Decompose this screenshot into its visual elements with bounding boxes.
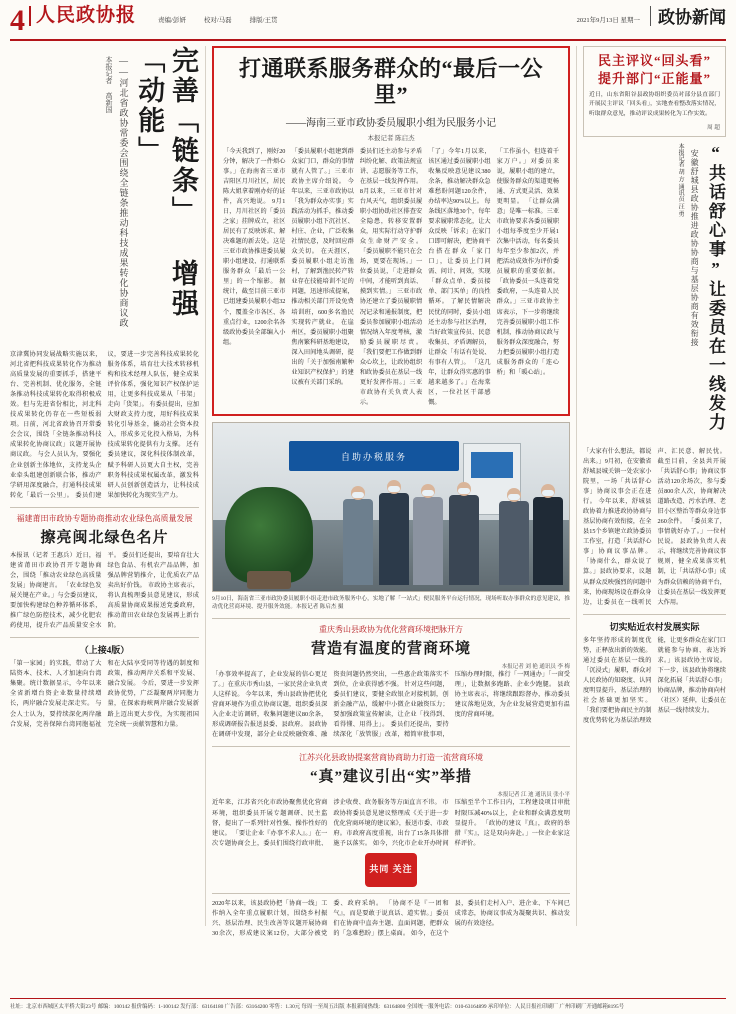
left-headline-block <box>10 46 199 346</box>
divider <box>10 507 199 508</box>
left-sub-title: 擦亮闽北绿色名片 <box>40 529 169 546</box>
mid3-byline: 本报记者 江 迪 通讯员 张小平 <box>497 792 570 799</box>
right-box-democratic-review <box>583 46 726 137</box>
paper-title: 人民政协报 <box>29 6 136 26</box>
photo-caption: 9月10日，海南省三亚市政协委员履职小组走进市政务服务中心，实地了解「一站式」便民服务平台运行情况，现场听取办事群众的意见建议，推动优化营商环境、提升服务效能。本报记者 陈启杰 摄 <box>212 596 570 611</box>
feature-article <box>212 46 570 416</box>
left-bottom-title: （上接4版） <box>79 645 130 656</box>
photo-person <box>343 499 373 585</box>
left-column <box>10 46 206 926</box>
feature-col-3: 委员们还主动参与矛盾纠纷化解、政策法规宣讲、志愿服务等工作，在基层一线发挥作用。 8月以来，三亚市针对台风天气，组织委员履职小组协助社区排查安全隐患，转移安置群众，用实际行动守护群众生命财产安全。 「委员履职不能只在会场，更要在现场。」一位委员说，「走进群众中间，才能听到真话、摸到实情。」 三亚市政协还建立了委员履职情况记录和通报制度，把委员参加履职小组活动情况纳入年度考核，激励委员履职尽责。 「我们要把工作做到群众心坎上，让政协组织和政协委员在基层一线更好发挥作用。」三亚市政协有关负责人表示。 <box>359 147 423 406</box>
feature-col-2: 「委员履职小组建到群众家门口，群众的事情就有人管了。」三亚市政协主席介绍说。 今年以来，三亚市政协以「我为群众办实事」实践活动为抓手，推动委员履职小组下沉社区、村庄、企业，广泛收集社情民意，及时回应群众关切。 在天涯区，委员履职小组走访渔村，了解到渔民转产转业存在技能培训不足的问题，迅速形成提案，推动相关部门开设免费培训班，600多名渔民实现转产就业。 在崖州区，委员履职小组聚焦南繁科研基地建设，深入田间地头调研，提出的「关于加强南繁种业知识产权保护」的建议被有关部门采纳。 <box>291 147 354 386</box>
feature-subtitle: ——海南三亚市政协委员履职小组为民服务小记 <box>286 117 496 129</box>
right-box1-byline: 周 超 <box>706 124 720 131</box>
divider-5 <box>212 893 570 894</box>
mid2-byline: 本报记者 刘 艳 通讯员 李 梅 <box>501 663 570 670</box>
right-box2-title: “共话舒心事”让委员在一线发力 <box>706 142 725 432</box>
photo-person <box>379 493 409 585</box>
masthead-meta-editor: 责编/彭妍 <box>158 17 186 24</box>
left-bottom-body: 「第一家园」的实践，带动了大陆资本、技术、人才加速向台湾集聚。统计数据显示，今年以来全省新增台资企业数量持续增长，两岸融合发展走深走实。 与会人士认为，要持续深化两岸融合发展，完善保障台湾同胞福祉和在大陆享受同等待遇的制度和政策，推动两岸关系和平发展、融合发展。 今后，要进一步发挥政协优势，广泛凝聚两岸同胞力量，在探索海峡两岸融合发展新路上迈出更大步伐，为实现祖国完全统一贡献智慧和力量。 <box>10 660 199 728</box>
feature-col-5: 「工作虽小，但连着千家万户。」对委员来说，履职小组的建立，使服务群众的渠道更畅通、方式更灵活、效果更明显。 「让群众满意」是唯一标准。三亚市政协要求各委员履职小组每季度至少开展1次集中活动，每名委员每年至少参加2次，并把活动成效作为评价委员履职的重要依据。 「政协委员一头连着党委政府，一头连着人民群众。」三亚市政协主席表示，下一步将继续完善委员履职小组工作机制，推动协商议政与服务群众深度融合，努力把委员履职小组打造成服务群众的「连心桥」和「暖心站」。 <box>496 147 560 376</box>
mid3-kicker: 江苏兴化县政协提案营商协商助力打造一流营商环境 <box>299 753 483 763</box>
right-bottom-title: 切实贴近农村发展实际 <box>609 621 700 632</box>
divider-3 <box>212 618 570 619</box>
feature-title: 打通联系服务群众的“最后一公里” <box>238 56 543 108</box>
left-subheadline: ——河北省政协常委会围绕全链条推动科技成果转化协商议政 <box>118 56 129 328</box>
right-column <box>576 46 726 926</box>
photo-person <box>449 495 479 585</box>
mid2-kicker: 重庆秀山县政协为优化营商环境把脉开方 <box>319 624 463 634</box>
left-headline: 完善「链条」 增强「动能」 <box>134 46 198 319</box>
right-box1-title: 民主评议“回头看” 提升部门“正能量” <box>597 53 711 86</box>
right-box2-body: 「大家有什么想法，都说出来。」9月初，在安徽省舒城县城关镇一处农家小院里，一场「共话舒心事」协商议事会正在进行。 今年以来，舒城县政协着力推进政协协商与基层协商有效衔接，在全县15个乡镇建立政协委员工作室，打造「共话舒心事」协商议事品牌。 「协商什么，群众说了算。」县政协要求，议题从群众反映强烈的问题中来，协商现场设在群众身边，让委员在一线听民声、汇民意、解民忧。 截至目前，全县共开展「共话舒心事」协商议事活动120余场次，参与委员800余人次，协商解决道路改造、污水治理、老旧小区整治等群众身边事260余件。 「委员来了，事情就好办了。」一位村民说。 县政协负责人表示，将继续完善协商议事规则，健全成果落实机制，让「共话舒心事」成为群众信赖的协商平台，让委员在基层一线发挥更大作用。 <box>583 447 726 606</box>
photo-person <box>499 501 529 585</box>
section-title: 政协新闻 <box>650 6 726 26</box>
mid3-title: “真”建议引出“实”举措 <box>309 769 472 786</box>
masthead-meta <box>136 6 577 24</box>
mid2-title: 营造有温度的营商环境 <box>310 640 471 657</box>
right-box2-byline: 本报记者 胡 方 通讯员 汪 勇 <box>677 142 684 217</box>
feature-col-4: 「了」今年1月以来，该区通过委员履职小组收集反映意见建议380余条，推动解决群众急难愁盼问题120余件，办结率达90%以上。 每条线区落地30个，每年要求履职常态化，让大众反映「诉求」在家门口即可解决，把协商平台搭在群众「家门口」，让委员上门问需、问计、问效，实现「群众点单、委员接单、部门买单」的良性循环。 了解民情解决民忧的同时，委员小组还主动参与社区治理，当好政策宣传员、民意收集员、矛盾调解员，让群众「有话有处说、有事有人管」。 「这几年，让群众得实惠的事越来越多了。」在海棠区，一位社区干部感慨。 <box>428 147 491 406</box>
left-sub-kicker: 福建莆田市政协专题协商推动农业绿色高质量发展 <box>16 513 193 523</box>
feature-col-1: 「今天我到了，刚好20分钟，解决了一件烦心事。」在海南省三亚市吉阳区月川社区，居民陈大姐拿着刚办好的证件，高兴地说。 9月1日，月川社区的「委员之家」挂牌成立，社区居民有了反映诉求、解决难题的新去处。这是三亚市政协推进委员履职小组建设、打通联系服务群众「最后一公里」的一个缩影。 据统计，截至目前三亚市已组建委员履职小组32个，覆盖全市各区、各重点行业，1200余名各级政协委员全部编入小组。 <box>223 147 286 346</box>
photo-plant <box>225 487 313 583</box>
page-body <box>10 46 726 937</box>
photo-person <box>413 497 443 585</box>
photo-person <box>533 497 563 585</box>
right-box2-kicker: 安徽舒城县政协推进政协协商与基层协商有效衔接 <box>690 148 700 347</box>
masthead <box>10 6 726 41</box>
mid2-body: 「办事效率提高了，企业发展的信心更足了。」在重庆市秀山县，一家民营企业负责人这样说。 今年以来，秀山县政协把优化营商环境作为重点协商议题，组织委员深入企业走访调研，收集问题建议80余条，形成调研报告报送县委、县政府。 县政协在调研中发现，部分企业反映融资难、融资贵问题仍然突出，一些惠企政策落实不到位，企业获得感不强。 针对这些问题，委员们建议，要健全政银企对接机制，创新金融产品，缓解中小微企业融资压力；要加强政策宣传解读，让企业「找得到、看得懂、用得上」。 委员们还提出，要持续深化「放管服」改革，精简审批事项，压缩办理时限，推行「一网通办」「一窗受理」，让数据多跑路、企业少跑腿。 县政协主席表示，将继续跟踪督办，推动委员建议落地见效，为企业发展营造更加有温度的营商环境。 <box>212 670 570 739</box>
right-box1-body: 近日，山东省阳谷县政协组织委员对部分县直部门开展民主评议「回头看」，实地查看整改落实情况，听取群众意见，推动评议成果转化为工作实效。 <box>589 92 720 117</box>
divider-6 <box>583 614 726 615</box>
divider-4 <box>212 746 570 747</box>
left-byline: 本报记者 高新国 <box>105 56 113 113</box>
page-footer <box>10 998 726 1010</box>
mid3-body: 近年来，江苏省兴化市政协聚焦优化营商环境，组织委员开展专题调研、民主监督，提出了一系列针对性强、操作性好的建议。 「要让企业『办事不求人』。」在一次专题协商会上，委员们围绕行政审批、涉企收费、政务服务等方面直言不讳。 市政协将委员意见建议整理成《关于进一步优化营商环境的建议案》，报送市委、市政府。市政府高度重视，出台了15条具体措施予以落实。 如今，兴化市企业开办时间压缩至半个工作日内，工程建设项目审批时限压减40%以上，企业和群众满意度明显提升。 「政协的建议『真』，政府的举措『实』，这是双向奔赴。」一位企业家这样评价。 <box>212 799 570 847</box>
divider-2 <box>10 637 199 638</box>
footer-info: 社址：北京市西城区太平桥大街23号 邮编：100142 报价编码：1-100142 发行部：63164180 广告部：63164200 零售：1.30元 每周一至周五出版 本报新闻热线：63164800 全国统一服务电话：010-63164899 承印单位：人民日报社印刷厂 广州印刷厂开通邮箱8195号 <box>10 1004 625 1010</box>
page-number: 4 <box>10 4 25 37</box>
publication-date: 2021年9月13日 星期一 <box>576 17 640 24</box>
masthead-meta-proof: 校对/马磊 <box>203 17 232 24</box>
middle-column <box>206 46 576 937</box>
left-article-body: 京津冀协同发展战略实施以来，河北省把科技成果转化作为推动高质量发展的重要抓手，搭建平台、完善机制、优化服务，全链条推动科技成果转化取得积极成效。但与先进省份相比，河北科技成果转化仍存在一些短板弱项。日前，河北省政协召开常委会会议，围绕「全链条推动科技成果转化协商议政」议题开展协商议政。 与会人员认为，要强化企业创新主体地位，支持龙头企业牵头组建创新联合体，推动产学研用深度融合，打通科技成果转化「最后一公里」。 委员们建议，要进一步完善科技成果转化服务体系，培育壮大技术转移机构和技术经理人队伍，健全成果评价体系，强化知识产权保护运用，让更多科技成果从「书架」走向「货架」。 有委员提出，应加大财政支持力度，用好科技成果转化引导基金，撬动社会资本投入，形成多元化投入格局，为科技成果转化提供有力支撑。 还有委员建议，深化科技体制改革，赋予科研人员更大自主权，完善职务科技成果权属改革，激发科研人员创新创造活力，让科技成果加快转化为现实生产力。 <box>10 351 199 499</box>
photo-banner-text: 自助办税服务 <box>289 441 459 471</box>
news-photo <box>212 422 570 592</box>
photo-plant-pot <box>247 571 291 589</box>
masthead-meta-layout: 排版/王贯 <box>249 17 278 24</box>
right-bottom-body: 多年坚持形成的制度优势，正释放出新的效能。通过委员在基层一线的「沉浸式」履职，群众对人民政协的知晓度、认同度明显提升，基层治理的社会基础更加坚实。 「我们要把协商民主的制度优势转化为基层治理效能，让更多群众在家门口就能参与协商、表达诉求。」该县政协主席说。 下一步，该县政协将继续深化拓展「共话舒心事」协商品牌，推动协商向村（社区）延伸，让委员在基层一线持续发力。 <box>583 636 726 725</box>
photo-person <box>569 499 570 585</box>
feature-byline: 本报记者 陈启杰 <box>367 134 415 142</box>
common-focus-stamp: 共同 关注 <box>365 853 417 887</box>
right-vertical-article <box>583 143 726 443</box>
left-sub-body: 本报讯（记者 王惠兵）近日，福建省莆田市政协召开专题协商会，围绕「推动农业绿色高质量发展」协商建言。 「农业绿色发展关键在产业。」与会委员建议，要加快构建绿色种养循环体系，推广绿色防控技术，减少化肥农药使用，提升农产品质量安全水平。 委员们还提出，要培育壮大绿色食品、有机农产品品牌，加强品牌营销推介，让优质农产品卖出好价钱。 市政协主席表示，将认真梳理委员意见建议，形成高质量协商成果报送党委政府，推动莆田农业绿色发展再上新台阶。 <box>10 551 199 630</box>
mid-bottom-body: 2020年以来，该县政协把「协商一线」工作纳入全年重点履职计划，围绕乡村振兴、基层治理、民生改善等议题开展协商30余次，形成建议案12份，大部分被党委、政府采纳。 「协商不是『一团和气』，而是要敢于说真话、道实情。」委员们在协商中直奔主题、直面问题，把群众的「急难愁盼」摆上桌面。 如今，在这个县，委员们走村入户、进企业、下车间已成常态，协商议事成为凝聚共识、推动发展的有效途径。 <box>212 899 570 937</box>
